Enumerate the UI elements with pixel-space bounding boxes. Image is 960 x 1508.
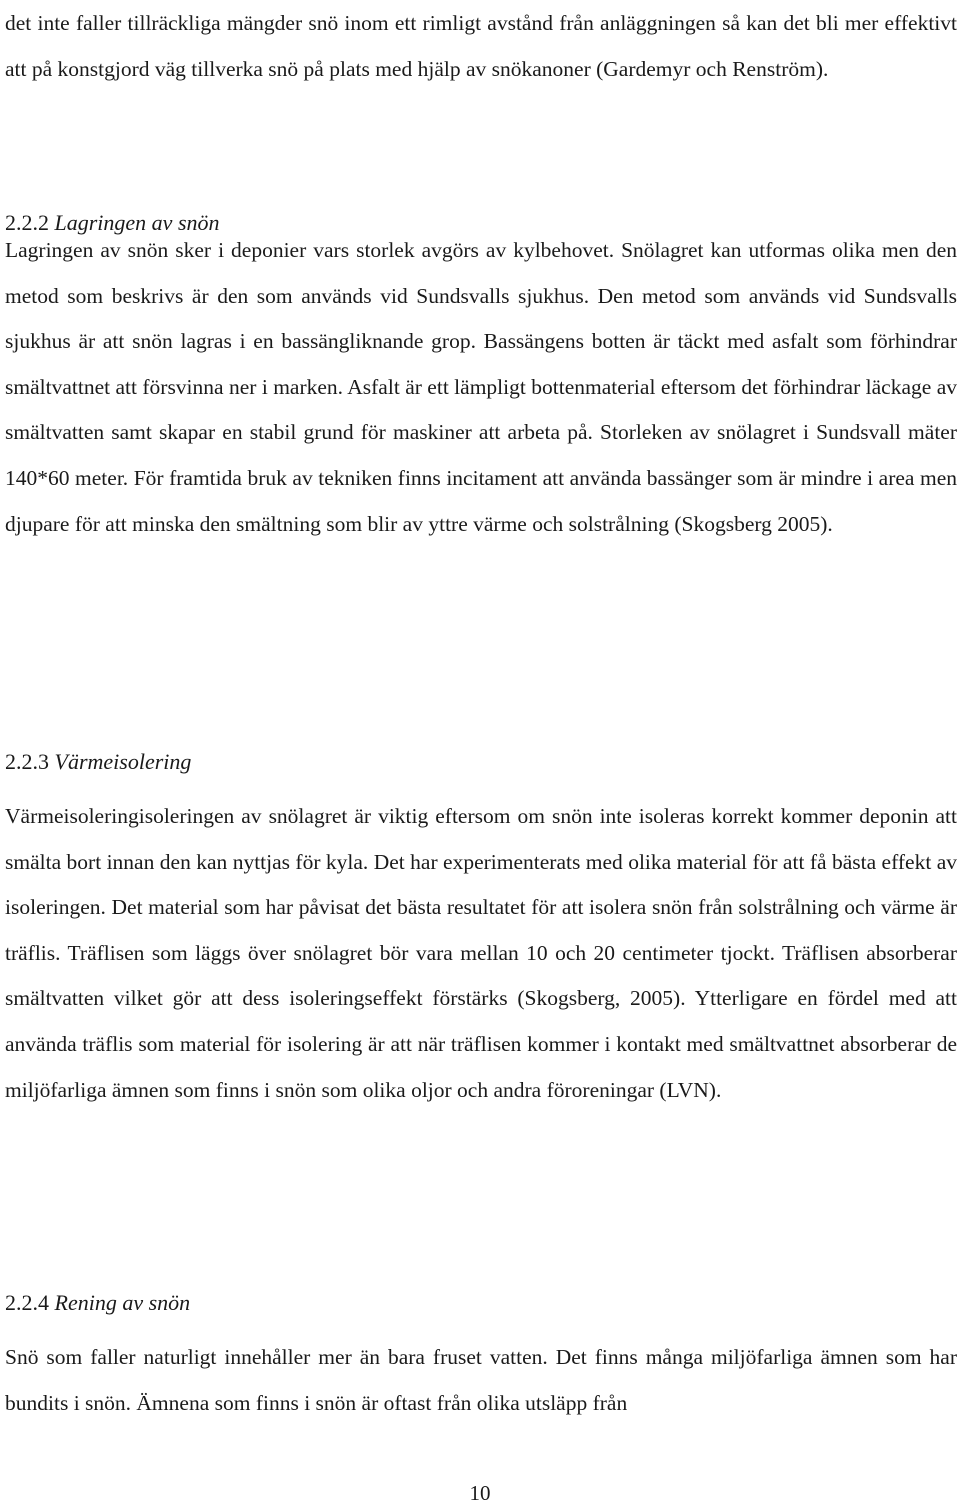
section-number: 2.2.4 xyxy=(5,1290,49,1315)
section-title: Värmeisolering xyxy=(54,749,192,774)
section-number: 2.2.3 xyxy=(5,749,49,774)
section-body-2-2-4: Snö som faller naturligt innehåller mer än bara fruset vatten. Det finns många miljöfarliga ämnen som har bundits i snön. Ämnena som finns i snön är oftast från olika utsläpp från xyxy=(5,1345,957,1415)
section-title: Rening av snön xyxy=(54,1290,191,1315)
section-heading-2-2-4 xyxy=(5,1288,957,1318)
intro-paragraph: det inte faller tillräckliga mängder snö inom ett rimligt avstånd från anläggningen så kan det bli mer effektivt att på konstgjord väg tillverka snö på plats med hjälp av snökanoner (Gardemyr och Renström). xyxy=(5,11,957,81)
section-body-2-2-2: Lagringen av snön sker i deponier vars storlek avgörs av kylbehovet. Snölagret kan utformas olika men den metod som beskrivs är den som används vid Sundsvalls sjukhus. Den metod som används vid Sundsvalls sjukhus är att snön lagras i en bassängliknande grop. Bassängens botten är täckt med asfalt som förhindrar smältvattnet att försvinna ner i marken. Asfalt är ett lämpligt bottenmaterial eftersom det förhindrar läckage av smältvatten samt skapar en stabil grund för maskiner att arbeta på. Storleken av snölagret i Sundsvall mäter 140*60 meter. För framtida bruk av tekniken finns incitament att använda bassänger som är mindre i area men djupare för att minska den smältning som blir av yttre värme och solstrålning (Skogsberg 2005). xyxy=(5,238,957,536)
section-heading-2-2-3 xyxy=(5,747,957,777)
section-title: Lagringen av snön xyxy=(54,210,220,235)
section-number: 2.2.2 xyxy=(5,210,49,235)
page-number: 10 xyxy=(469,1481,491,1505)
section-body-2-2-3: Värmeisoleringisoleringen av snölagret är viktig eftersom om snön inte isoleras korrekt kommer deponin att smälta bort innan den kan nyttjas för kyla. Det har experimenterats med olika material för att få bästa effekt av isoleringen. Det material som har påvisat det bästa resultatet för att isolera snön från solstrålning och värme är träflis. Träflisen som läggs över snölagret bör vara mellan 10 och 20 centimeter tjockt. Träflisen absorberar smältvatten vilket gör att dess isoleringseffekt förstärks (Skogsberg, 2005). Ytterligare en fördel med att använda träflis som material för isolering är att när träflisen kommer i kontakt med smältvattnet absorberar de miljöfarliga ämnen som finns i snön som olika oljor och andra föroreningar (LVN). xyxy=(5,804,957,1102)
